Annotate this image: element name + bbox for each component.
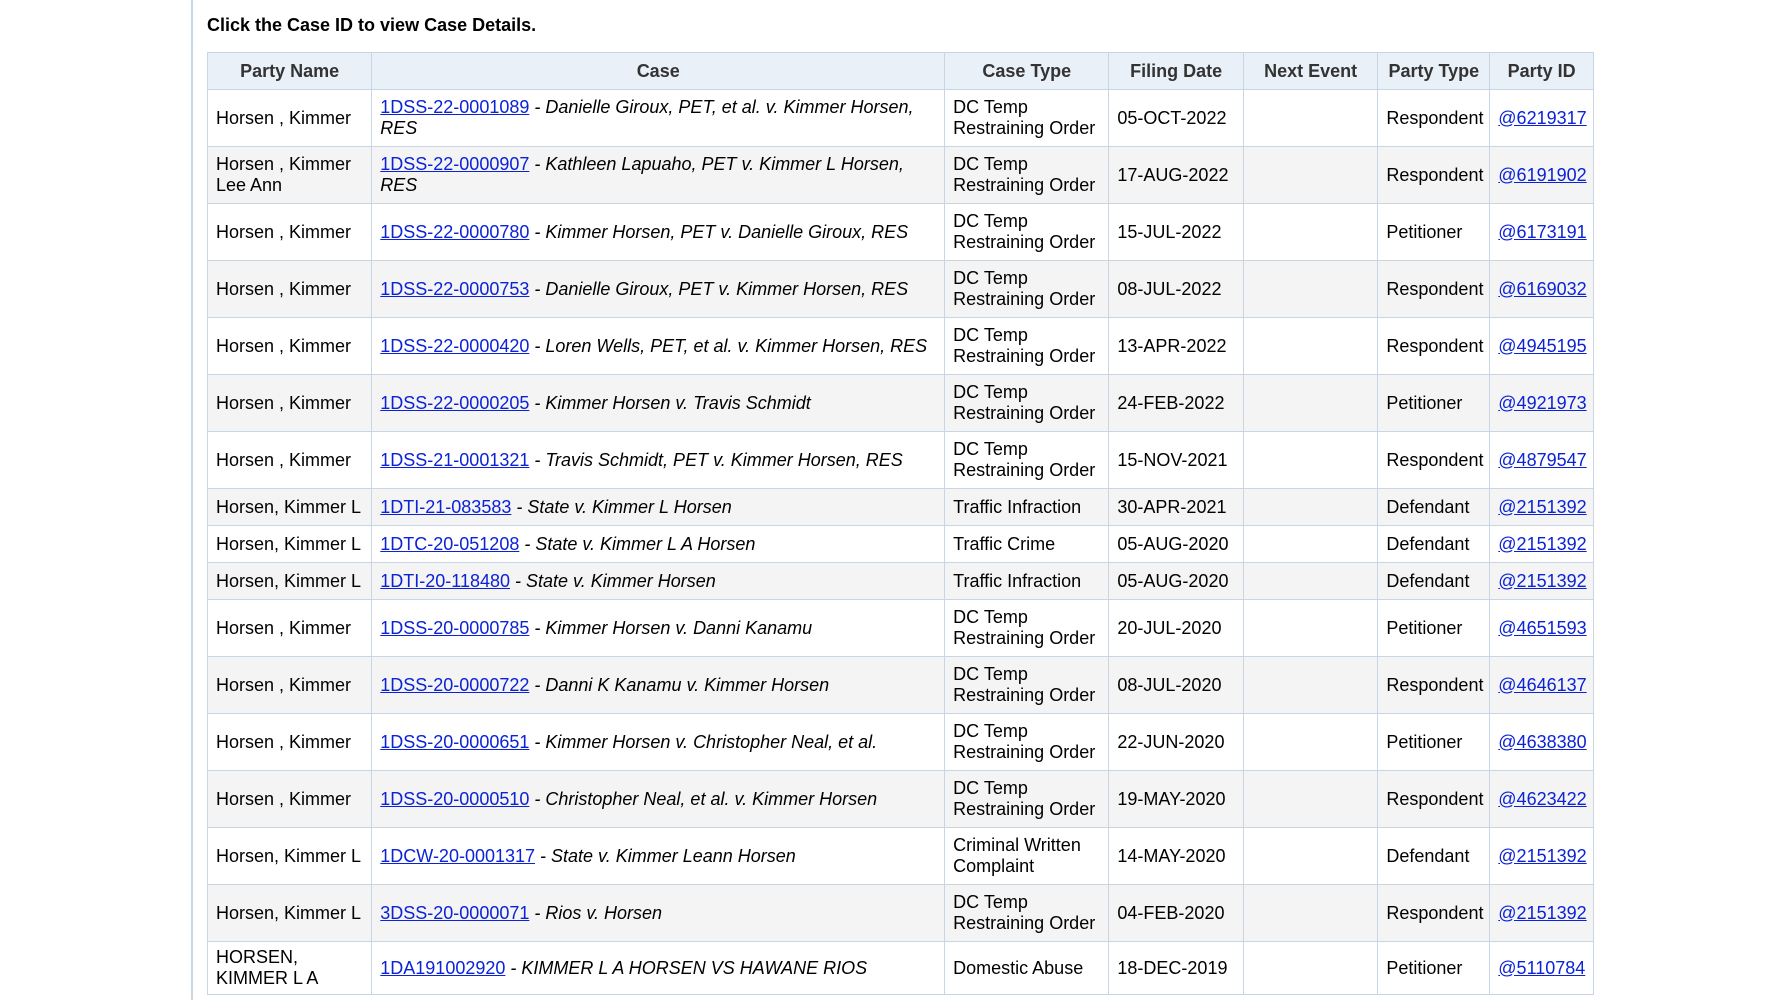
case-id-link[interactable]: 1DSS-22-0000753 xyxy=(380,278,530,299)
party-id-cell xyxy=(1490,204,1594,261)
case-type-cell: DC Temp Restraining Order xyxy=(945,147,1109,204)
party-name-cell: Horsen , Kimmer xyxy=(208,771,372,828)
next-event-cell xyxy=(1243,147,1377,204)
party-name-cell: Horsen , Kimmer xyxy=(208,600,372,657)
case-title: - Danni K Kanamu v. Kimmer Horsen xyxy=(529,674,830,695)
case-id-link[interactable]: 1DSS-22-0000205 xyxy=(380,392,530,413)
case-title: - Kimmer Horsen v. Danni Kanamu xyxy=(529,617,813,638)
next-event-cell xyxy=(1243,526,1377,563)
next-event-cell xyxy=(1243,600,1377,657)
party-id-link[interactable]: @2151392 xyxy=(1498,570,1587,591)
left-border xyxy=(191,0,193,1000)
cases-table xyxy=(207,52,1594,995)
party-type-cell: Defendant xyxy=(1378,563,1490,600)
case-cell xyxy=(372,563,945,600)
table-row xyxy=(208,714,1594,771)
case-title: - Christopher Neal, et al. v. Kimmer Horsen xyxy=(529,788,878,809)
case-id-link[interactable]: 1DA191002920 xyxy=(380,957,506,978)
table-header-row xyxy=(208,53,1594,90)
party-name-cell: Horsen, Kimmer L xyxy=(208,489,372,526)
case-type-cell: DC Temp Restraining Order xyxy=(945,885,1109,942)
case-title: - Kimmer Horsen v. Travis Schmidt xyxy=(529,392,811,413)
case-title: - Rios v. Horsen xyxy=(529,902,663,923)
party-type-cell: Respondent xyxy=(1378,771,1490,828)
party-type-cell: Respondent xyxy=(1378,90,1490,147)
case-cell xyxy=(372,147,945,204)
party-id-link[interactable]: @6173191 xyxy=(1498,221,1587,242)
party-type-cell: Petitioner xyxy=(1378,375,1490,432)
party-id-link[interactable]: @4879547 xyxy=(1498,449,1587,470)
party-id-link[interactable]: @2151392 xyxy=(1498,902,1587,923)
next-event-cell xyxy=(1243,318,1377,375)
next-event-cell xyxy=(1243,90,1377,147)
party-type-cell: Respondent xyxy=(1378,147,1490,204)
party-id-cell xyxy=(1490,942,1594,995)
case-cell xyxy=(372,714,945,771)
party-name-cell: Horsen, Kimmer L xyxy=(208,828,372,885)
case-type-cell: DC Temp Restraining Order xyxy=(945,318,1109,375)
party-name-cell: Horsen , Kimmer xyxy=(208,432,372,489)
next-event-cell xyxy=(1243,657,1377,714)
party-id-link[interactable]: @5110784 xyxy=(1498,957,1586,978)
filing-date-cell: 13-APR-2022 xyxy=(1109,318,1243,375)
case-type-cell: DC Temp Restraining Order xyxy=(945,261,1109,318)
party-type-cell: Respondent xyxy=(1378,885,1490,942)
case-type-cell: DC Temp Restraining Order xyxy=(945,657,1109,714)
case-title: - KIMMER L A HORSEN VS HAWANE RIOS xyxy=(505,957,868,978)
party-type-cell: Petitioner xyxy=(1378,204,1490,261)
case-cell xyxy=(372,375,945,432)
next-event-cell xyxy=(1243,563,1377,600)
case-title: - Danielle Giroux, PET, et al. v. Kimmer Horsen, RES xyxy=(380,97,914,138)
next-event-cell xyxy=(1243,771,1377,828)
filing-date-cell: 18-DEC-2019 xyxy=(1109,942,1243,995)
party-name-cell: Horsen , Kimmer xyxy=(208,318,372,375)
case-id-link[interactable]: 1DCW-20-0001317 xyxy=(380,845,536,866)
filing-date-cell: 20-JUL-2020 xyxy=(1109,600,1243,657)
table-row xyxy=(208,885,1594,942)
party-type-cell: Respondent xyxy=(1378,261,1490,318)
party-id-cell xyxy=(1490,563,1594,600)
table-row xyxy=(208,90,1594,147)
party-name-cell: Horsen , Kimmer xyxy=(208,657,372,714)
filing-date-cell: 08-JUL-2020 xyxy=(1109,657,1243,714)
party-id-cell xyxy=(1490,771,1594,828)
party-id-cell xyxy=(1490,318,1594,375)
party-id-cell xyxy=(1490,489,1594,526)
table-row xyxy=(208,563,1594,600)
case-cell xyxy=(372,828,945,885)
case-title: - Kimmer Horsen, PET v. Danielle Giroux, RES xyxy=(529,221,909,242)
table-row xyxy=(208,828,1594,885)
table-row xyxy=(208,375,1594,432)
party-name-cell: Horsen , Kimmer xyxy=(208,714,372,771)
party-id-cell xyxy=(1490,657,1594,714)
table-row xyxy=(208,261,1594,318)
party-id-link[interactable]: @2151392 xyxy=(1498,533,1587,554)
table-row xyxy=(208,942,1594,995)
party-type-cell: Defendant xyxy=(1378,828,1490,885)
case-id-link[interactable]: 1DSS-20-0000722 xyxy=(380,674,530,695)
party-name-cell: Horsen, Kimmer L xyxy=(208,885,372,942)
party-type-cell: Defendant xyxy=(1378,526,1490,563)
table-row xyxy=(208,657,1594,714)
party-type-cell: Petitioner xyxy=(1378,942,1490,995)
case-type-cell: Traffic Crime xyxy=(945,526,1109,563)
party-name-cell: Horsen , Kimmer xyxy=(208,90,372,147)
party-id-cell xyxy=(1490,714,1594,771)
party-type-cell: Petitioner xyxy=(1378,714,1490,771)
party-id-link[interactable]: @4623422 xyxy=(1498,788,1587,809)
case-id-link[interactable]: 1DSS-22-0000420 xyxy=(380,335,530,356)
filing-date-cell: 19-MAY-2020 xyxy=(1109,771,1243,828)
party-name-cell: Horsen , Kimmer xyxy=(208,261,372,318)
party-id-cell xyxy=(1490,526,1594,563)
case-cell xyxy=(372,432,945,489)
party-id-cell xyxy=(1490,375,1594,432)
header-case-type: Case Type xyxy=(945,53,1109,90)
case-id-link[interactable]: 1DSS-20-0000651 xyxy=(380,731,530,752)
filing-date-cell: 05-AUG-2020 xyxy=(1109,563,1243,600)
filing-date-cell: 22-JUN-2020 xyxy=(1109,714,1243,771)
case-cell xyxy=(372,942,945,995)
party-id-link[interactable]: @4921973 xyxy=(1498,392,1587,413)
case-type-cell: DC Temp Restraining Order xyxy=(945,714,1109,771)
party-id-cell xyxy=(1490,885,1594,942)
party-id-link[interactable]: @4638380 xyxy=(1498,731,1587,752)
party-type-cell: Respondent xyxy=(1378,432,1490,489)
party-type-cell: Defendant xyxy=(1378,489,1490,526)
case-title: - Kathleen Lapuaho, PET v. Kimmer L Horsen, RES xyxy=(380,154,904,195)
header-filing-date: Filing Date xyxy=(1109,53,1243,90)
case-type-cell: DC Temp Restraining Order xyxy=(945,204,1109,261)
case-type-cell: DC Temp Restraining Order xyxy=(945,375,1109,432)
filing-date-cell: 17-AUG-2022 xyxy=(1109,147,1243,204)
party-id-link[interactable]: @2151392 xyxy=(1498,496,1587,517)
party-name-cell: Horsen, Kimmer L xyxy=(208,526,372,563)
header-party-name: Party Name xyxy=(208,53,372,90)
case-title: - Travis Schmidt, PET v. Kimmer Horsen, RES xyxy=(529,449,903,470)
party-id-cell xyxy=(1490,600,1594,657)
case-cell xyxy=(372,526,945,563)
table-row xyxy=(208,489,1594,526)
table-row xyxy=(208,147,1594,204)
case-cell xyxy=(372,90,945,147)
table-row xyxy=(208,600,1594,657)
filing-date-cell: 30-APR-2021 xyxy=(1109,489,1243,526)
filing-date-cell: 15-NOV-2021 xyxy=(1109,432,1243,489)
party-type-cell: Respondent xyxy=(1378,657,1490,714)
party-type-cell: Petitioner xyxy=(1378,600,1490,657)
party-name-cell: Horsen, Kimmer L xyxy=(208,563,372,600)
case-title: - Danielle Giroux, PET v. Kimmer Horsen, RES xyxy=(529,278,909,299)
table-row xyxy=(208,204,1594,261)
case-type-cell: DC Temp Restraining Order xyxy=(945,432,1109,489)
party-name-cell: HORSEN, KIMMER L A xyxy=(208,942,372,995)
case-type-cell: Domestic Abuse xyxy=(945,942,1109,995)
case-id-link[interactable]: 1DTC-20-051208 xyxy=(380,533,520,554)
case-id-link[interactable]: 1DSS-22-0000907 xyxy=(380,154,530,174)
header-party-type: Party Type xyxy=(1378,53,1490,90)
party-id-link[interactable]: @4651593 xyxy=(1498,617,1587,638)
party-id-cell xyxy=(1490,147,1594,204)
filing-date-cell: 05-AUG-2020 xyxy=(1109,526,1243,563)
case-id-link[interactable]: 1DSS-22-0001089 xyxy=(380,97,530,117)
case-cell xyxy=(372,489,945,526)
case-title: - Kimmer Horsen v. Christopher Neal, et al. xyxy=(529,731,878,752)
table-row xyxy=(208,526,1594,563)
table-row xyxy=(208,432,1594,489)
next-event-cell xyxy=(1243,885,1377,942)
table-row xyxy=(208,771,1594,828)
case-cell xyxy=(372,261,945,318)
case-type-cell: Traffic Infraction xyxy=(945,489,1109,526)
case-id-link[interactable]: 1DSS-21-0001321 xyxy=(380,449,530,470)
case-title: - State v. Kimmer L Horsen xyxy=(511,496,732,517)
case-title: - State v. Kimmer Horsen xyxy=(510,570,716,591)
party-id-link[interactable]: @6191902 xyxy=(1498,164,1587,185)
case-title: - State v. Kimmer Leann Horsen xyxy=(535,845,796,866)
filing-date-cell: 08-JUL-2022 xyxy=(1109,261,1243,318)
case-cell xyxy=(372,771,945,828)
next-event-cell xyxy=(1243,375,1377,432)
case-id-link[interactable]: 1DTI-21-083583 xyxy=(380,496,512,517)
case-type-cell: DC Temp Restraining Order xyxy=(945,600,1109,657)
case-title: - Loren Wells, PET, et al. v. Kimmer Horsen, RES xyxy=(529,335,928,356)
case-type-cell: Traffic Infraction xyxy=(945,563,1109,600)
case-id-link[interactable]: 1DSS-22-0000780 xyxy=(380,221,530,242)
header-next-event: Next Event xyxy=(1243,53,1377,90)
filing-date-cell: 15-JUL-2022 xyxy=(1109,204,1243,261)
instruction-text: Click the Case ID to view Case Details. xyxy=(207,15,537,35)
next-event-cell xyxy=(1243,828,1377,885)
party-id-cell xyxy=(1490,828,1594,885)
case-title: - State v. Kimmer L A Horsen xyxy=(519,533,756,554)
case-cell xyxy=(372,204,945,261)
case-type-cell: DC Temp Restraining Order xyxy=(945,90,1109,147)
case-cell xyxy=(372,885,945,942)
header-case: Case xyxy=(372,53,945,90)
party-id-cell xyxy=(1490,261,1594,318)
party-id-link[interactable]: @6169032 xyxy=(1498,278,1587,299)
case-cell xyxy=(372,657,945,714)
filing-date-cell: 14-MAY-2020 xyxy=(1109,828,1243,885)
case-type-cell: Criminal Written Complaint xyxy=(945,828,1109,885)
party-id-link[interactable]: @4646137 xyxy=(1498,674,1587,695)
next-event-cell xyxy=(1243,942,1377,995)
next-event-cell xyxy=(1243,261,1377,318)
party-id-link[interactable]: @6219317 xyxy=(1498,107,1587,128)
table-row xyxy=(208,318,1594,375)
filing-date-cell: 04-FEB-2020 xyxy=(1109,885,1243,942)
case-type-cell: DC Temp Restraining Order xyxy=(945,771,1109,828)
party-name-cell: Horsen , Kimmer Lee Ann xyxy=(208,147,372,204)
case-id-link[interactable]: 1DTI-20-118480 xyxy=(380,570,511,591)
next-event-cell xyxy=(1243,204,1377,261)
party-name-cell: Horsen , Kimmer xyxy=(208,375,372,432)
filing-date-cell: 05-OCT-2022 xyxy=(1109,90,1243,147)
party-id-cell xyxy=(1490,90,1594,147)
header-party-id: Party ID xyxy=(1490,53,1594,90)
next-event-cell xyxy=(1243,489,1377,526)
party-id-link[interactable]: @4945195 xyxy=(1498,335,1587,356)
case-id-link[interactable]: 1DSS-20-0000785 xyxy=(380,617,530,638)
party-id-cell xyxy=(1490,432,1594,489)
case-id-link[interactable]: 1DSS-20-0000510 xyxy=(380,788,530,809)
party-type-cell: Respondent xyxy=(1378,318,1490,375)
next-event-cell xyxy=(1243,432,1377,489)
party-id-link[interactable]: @2151392 xyxy=(1498,845,1587,866)
party-name-cell: Horsen , Kimmer xyxy=(208,204,372,261)
next-event-cell xyxy=(1243,714,1377,771)
case-id-link[interactable]: 3DSS-20-0000071 xyxy=(380,902,530,923)
case-cell xyxy=(372,318,945,375)
case-cell xyxy=(372,600,945,657)
filing-date-cell: 24-FEB-2022 xyxy=(1109,375,1243,432)
